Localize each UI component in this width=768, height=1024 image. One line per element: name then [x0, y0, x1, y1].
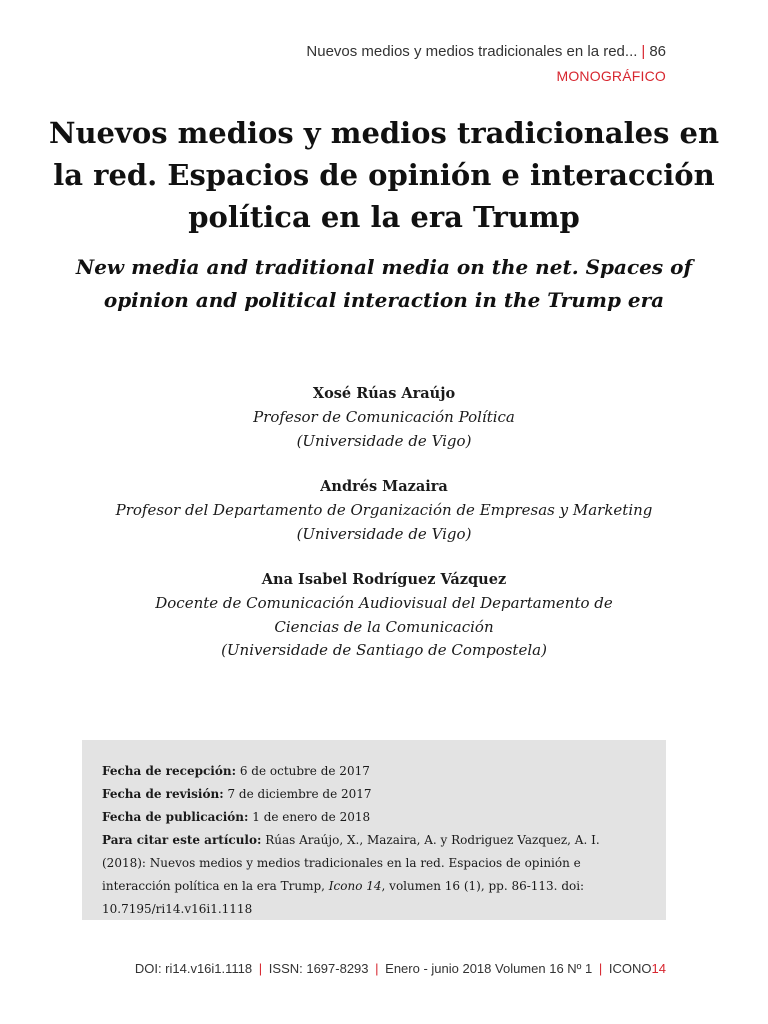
footer-journal-name: ICONO	[608, 961, 652, 976]
author-name: Andrés Mazaira	[320, 478, 448, 495]
author-affiliation: Docente de Comunicación Audiovisual del Departamento de	[155, 594, 613, 612]
publication-date-label: Fecha de publicación:	[102, 810, 249, 824]
author-name: Xosé Rúas Araújo	[312, 385, 456, 402]
publication-date-row	[102, 806, 646, 829]
author-affiliation: (Universidade de Vigo)	[296, 431, 472, 450]
page-footer	[135, 961, 666, 976]
running-head-separator: |	[641, 43, 646, 60]
reception-date-value: 6 de octubre de 2017	[239, 764, 370, 778]
revision-date-value: 7 de diciembre de 2017	[227, 787, 372, 801]
footer-issue: Enero - junio 2018 Volumen 16 Nº 1	[385, 961, 593, 976]
title-spanish: Nuevos medios y medios tradicionales en la red. Espacios de opinión e interacción política en la era Trump	[48, 116, 720, 234]
author-block	[40, 568, 728, 663]
revision-date-label: Fecha de revisión:	[102, 787, 224, 801]
page-number: 86	[649, 43, 666, 60]
footer-separator: |	[258, 961, 263, 976]
citation-text: Rúas Araújo, X., Mazaira, A. y Rodriguez Vazquez, A. I. (2018): Nuevos medios y medios tradicionales en la red. Espacios de opinión e interacción política en la era Trump,	[102, 833, 600, 893]
author-affiliation: Profesor de Comunicación Política	[253, 408, 515, 426]
citation-row	[102, 829, 646, 921]
footer-doi: DOI: ri14.v16i1.1118	[134, 961, 253, 976]
title-english: New media and traditional media on the net. Spaces of opinion and political interaction in the Trump era	[75, 255, 693, 312]
author-affiliation: Profesor del Departamento de Organización de Empresas y Marketing	[115, 501, 653, 519]
author-name: Ana Isabel Rodríguez Vázquez	[261, 571, 507, 588]
author-list	[40, 382, 728, 685]
citation-text-end: , volumen 16 (1), pp. 86-113. doi: 10.7195/ri14.v16i1.1118	[102, 879, 585, 916]
citation-journal: Icono 14	[328, 879, 382, 893]
footer-issn: ISSN: 1697-8293	[268, 961, 369, 976]
author-affiliation: (Universidade de Vigo)	[296, 524, 472, 543]
citation-label: Para citar este artículo:	[102, 833, 262, 847]
publication-date-value: 1 de enero de 2018	[252, 810, 371, 824]
article-info-box	[82, 740, 666, 920]
author-affiliation: (Universidade de Santiago de Compostela)	[221, 641, 547, 659]
author-affiliation: Ciencias de la Comunicación	[274, 617, 494, 636]
reception-date-label: Fecha de recepción:	[102, 764, 236, 778]
footer-journal-number: 14	[651, 961, 666, 976]
author-block	[40, 382, 728, 453]
running-head	[306, 43, 666, 60]
footer-separator: |	[598, 961, 603, 976]
running-head-title: Nuevos medios y medios tradicionales en la red...	[306, 43, 638, 60]
author-block	[40, 475, 728, 546]
section-label: MONOGRÁFICO	[556, 68, 666, 84]
revision-date-row	[102, 783, 646, 806]
reception-date-row	[102, 760, 646, 783]
footer-separator: |	[375, 961, 379, 976]
